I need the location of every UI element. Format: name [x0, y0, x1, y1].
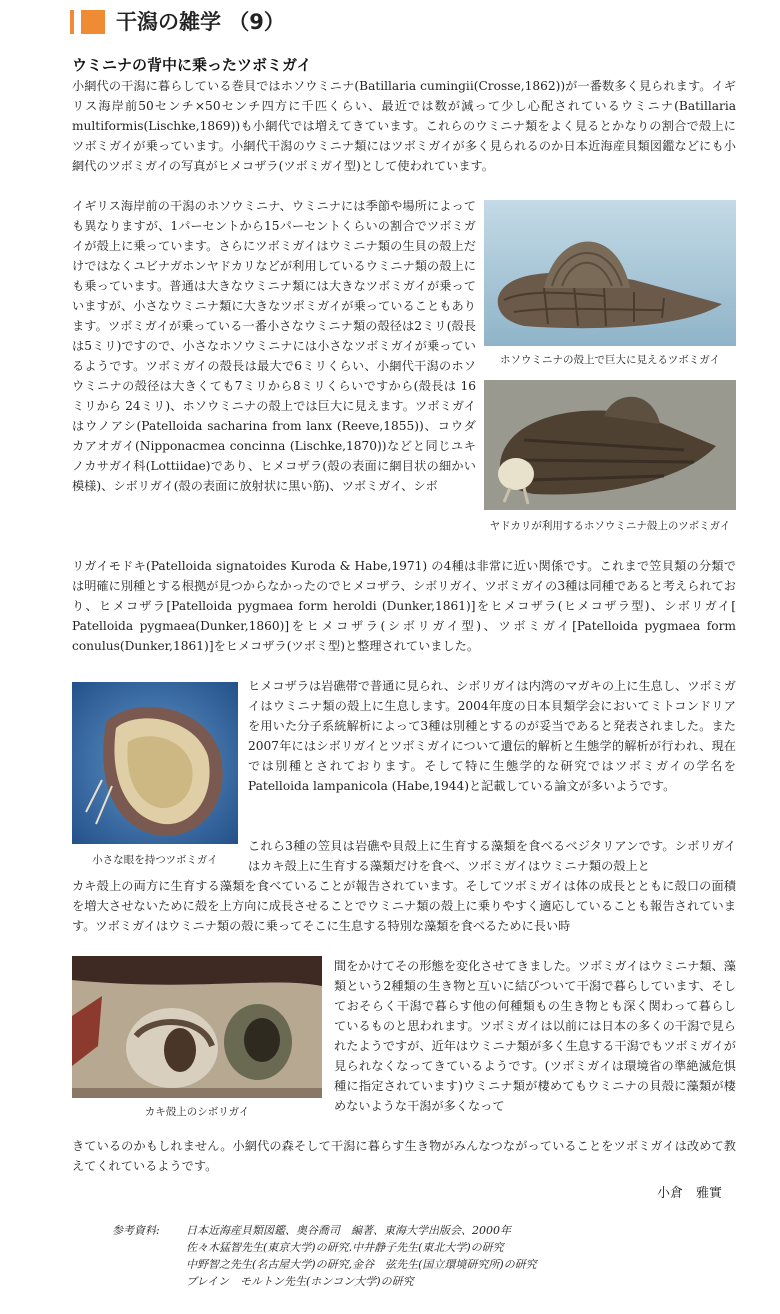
paragraph-5: 間をかけてその形態を変化させてきました。ツボミガイはウミニナ類、藻類という2種類の生き物と互いに結びついて干潟で暮らしています、そしておそらく干潟で暮らす他の何種類もの生き物とも深く関わって暮らしているものと思われます。ツボミガイは以前には日本の多くの干潟で見られたようですが、近年はウミニナ類が多く生息する干潟でもツボミガイが見られなくなってきているようです。(ツボミガイは環境省の準絶滅危惧種に指定されています)ウミニナ類が棲めてもウミニナの貝殻に藻類が棲めないような干潟が多くなって	[334, 959, 736, 1113]
reference-item: 中野智之先生(名古屋大学)の研究,金谷 弦先生(国立環境研究所)の研究	[186, 1258, 537, 1271]
hermit-crab-shell-illustration	[484, 380, 736, 510]
photo-2-caption: ヤドカリが利用するホソウミニナ殻上のツボミガイ	[489, 520, 731, 532]
paragraph-4b: カキ殻上の両方に生育する藻類を食べていることが報告されています。そしてツボミガイは体の成長とともに殻口の面積を増大させないために殻を上方向に成長させることでウミニナ類の殻上に乗りやすく適応していることも報告されています。ツボミガイはウミニナ類の殻に乗ってそこに生息する特別な藻類を食べるために長い時	[72, 879, 736, 933]
oyster-limpets-illustration	[72, 956, 322, 1098]
paragraph-4a: これら3種の笠貝は岩礁や貝殻上に生育する藻類を食べるベジタリアンです。シボリガイはカキ殻上に生育する藻類だけを食べ、ツボミガイはウミニナ類の殻上と	[248, 839, 736, 873]
reference-item: 佐々木猛智先生(東京大学)の研究.中井静子先生(東北大学)の研究	[186, 1241, 504, 1254]
snail-with-limpet-illustration	[484, 200, 736, 346]
reference-item: ブレイン モルトン先生(ホンコン大学)の研究	[186, 1275, 414, 1288]
paragraph-6: きているのかもしれません。小網代の森そして干潟に暮らす生き物がみんなつながっていることをツボミガイは改めて教えてくれているようです。	[72, 1139, 736, 1173]
references-label: 参考資料:	[112, 1224, 160, 1237]
photo-3-caption: 小さな眼を持つツボミガイ	[92, 854, 218, 866]
title-accent-square	[81, 10, 105, 34]
photo-1-caption: ホソウミニナの殻上で巨大に見えるツボミガイ	[500, 354, 720, 366]
photo-snail-with-limpet	[484, 200, 736, 346]
limpet-eyes-illustration	[72, 682, 238, 844]
paragraph-2a: イギリス海岸前の干潟のホソウミニナ、ウミニナには季節や場所によっても異なりますが、1パーセントから15パーセントくらいの割合でツボミガイが殻上に乗っています。さらにツボミガイはウミニナ類の生貝の殻上だけではなくユビナガホンヤドカリなどが利用しているウミニナ類の殻上にも乗っています。普通は大きなウミニナ類には大きなツボミガイが乗っていますが、小さなウミニナ類に大きなツボミガイが乗っていることもあります。ツボミガイが乗っている一番小さなウミニナ類の殻径は2ミリ(殻長は5ミリ)ですので、小さなホソウミニナには小さなツボミガイが乗っているようです。ツボミガイの殻長は最大で6ミリくらい、小網代干潟のホソウミニナの殻径は大きくても7ミリから8ミリくらいですから(殻長は 16 ミリから 24ミリ)、ホソウミニナの殻上では巨大に見えます。ツボミガイはウノアシ(Patelloida sacharina from lanx (Reeve,1855))、コウダカアオガイ(Nipponacmea concinna (Lischke,1870))などと同じユキノカサガイ科(Lottiidae)であり、ヒメコザラ(殻の表面に網目状の細かい模様)、シボリガイ(殻の表面に放射状に黒い筋)、ツボミガイ、シボ	[72, 199, 476, 493]
title-accent-bar	[70, 10, 74, 34]
photo-oyster-limpets	[72, 956, 322, 1098]
author-name: 小倉 雅實	[656, 1186, 722, 1201]
photo-hermit-crab-shell	[484, 380, 736, 510]
title-bar	[70, 6, 750, 36]
article-subtitle: ウミニナの背中に乗ったツボミガイ	[72, 56, 312, 74]
paragraph-3: ヒメコザラは岩礁帯で普通に見られ、シボリガイは内湾のマガキの上に生息し、ツボミガイはウミニナ類の殻上に生息します。2004年度の日本貝類学会においてミトコンドリアを用いた分子系統解析によって3種は別種とするのが妥当であると発表されました。また2007年にはシボリガイとツボミガイについて遺伝的解析と生態学的解析が行われ、現在では別種とされております。そして特に生態学的な研究ではツボミガイの学名を Patelloida lampanicola (Habe,1944)と記載している論文が多いようです。	[248, 679, 736, 793]
photo-limpet-eyes	[72, 682, 238, 844]
page-title: 干潟の雑学 （9）	[116, 10, 285, 34]
reference-item: 日本近海産貝類図鑑、奥谷喬司 編著、東海大学出版会、2000年	[186, 1224, 511, 1237]
photo-4-caption: カキ殻上のシボリガイ	[144, 1106, 250, 1118]
paragraph-2b: リガイモドキ(Patelloida signatoides Kuroda & Habe,1971) の4種は非常に近い関係です。これまで笠貝類の分類では明確に別種とする根拠が見つからなかったのでヒメコザラ、シボリガイ、ツボミガイの3種は同種であると考えられており、ヒメコザラ[Patelloida pygmaea form heroldi (Dunker,1861)]をヒメコザラ(ヒメコザラ型)、シボリガイ[ Patelloida pygmaea(Dunker,1860)]をヒメコザラ(シボリガイ型)、ツボミガイ[Patelloida pygmaea form conulus(Dunker,1861)]をヒメコザラ(ツボミ型)と整理されていました。	[72, 559, 736, 653]
references	[112, 1222, 537, 1290]
paragraph-1: 小網代の干潟に暮らしている巻貝ではホソウミニナ(Batillaria cumingii(Crosse,1862))が一番数多く見られます。イギリス海岸前50センチ×50センチ四方に千匹くらい、最近では数が減って少し心配されているウミニナ(Batillaria multiformis(Lischke,1869))も小網代では増えてきています。これらのウミニナ類をよく見るとかなりの割合で殻上にツボミガイが乗っています。小網代干潟のウミニナ類にはツボミガイが多く見られるのか日本近海産貝類図鑑などにも小網代のツボミガイの写真がヒメコザラ(ツボミガイ型)として使われています。	[72, 79, 736, 173]
